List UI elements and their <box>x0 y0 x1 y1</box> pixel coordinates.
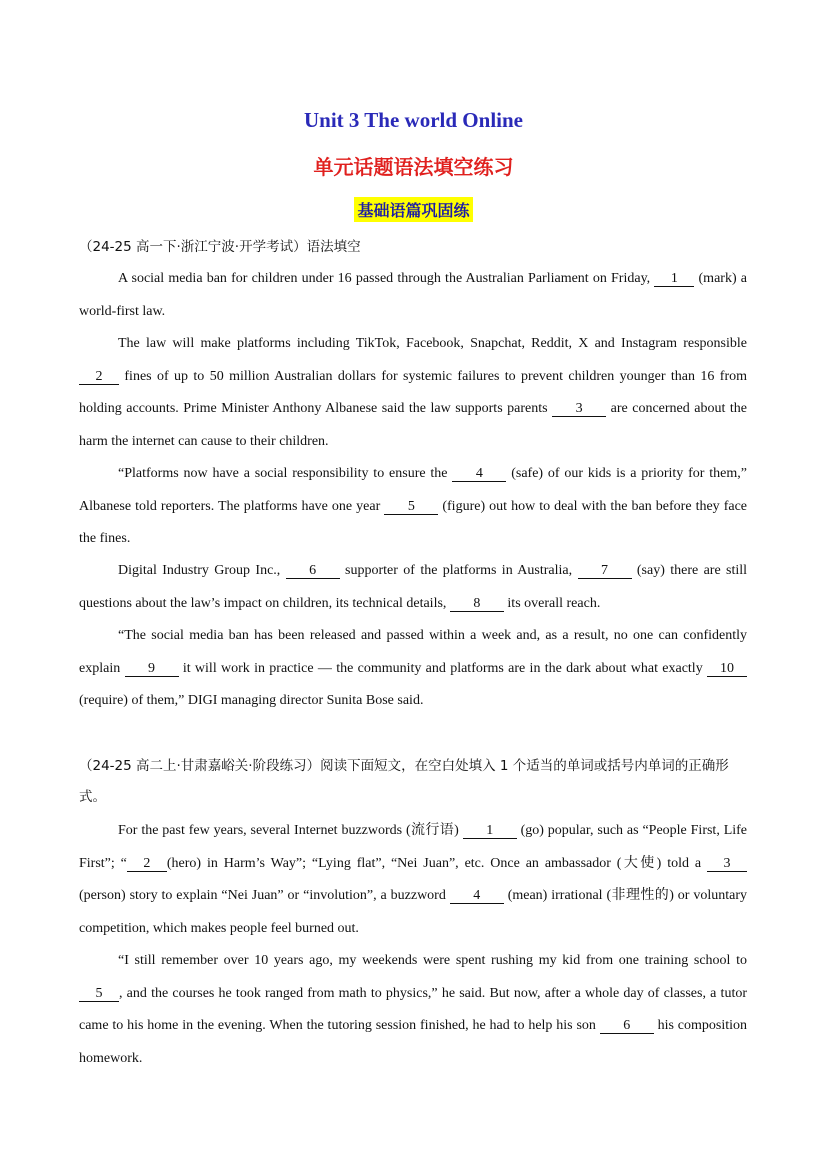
blank-7[interactable]: 7 <box>578 563 632 579</box>
section-heading: 基础语篇巩固练 <box>354 197 472 222</box>
text: (say) there are still questions about the law’s impact on children, its technical details, <box>79 563 748 611</box>
blank-4[interactable]: 4 <box>450 888 504 904</box>
section-heading-wrap <box>0 197 827 222</box>
text: (person) story to explain “Nei Juan” or “involution”, a buzzword <box>79 888 446 903</box>
blank-9[interactable]: 9 <box>125 661 179 677</box>
text: fines of up to 50 million Australian dollars for systemic failures to prevent children younger than 16 from holding accounts. Prime Minister Anthony Albanese said the law supports parents <box>79 368 748 416</box>
blank-5[interactable]: 5 <box>384 499 438 515</box>
blank-3[interactable]: 3 <box>707 856 747 872</box>
text: The law will make platforms including TikTok, Facebook, Snapchat, Reddit, X and Instagram responsible <box>118 336 747 351</box>
text: (go) popular, such as “People First, Life First”; “ <box>79 823 748 871</box>
blank-8[interactable]: 8 <box>450 596 504 612</box>
passage2-paragraph-1 <box>79 815 747 945</box>
passage1-paragraph-2 <box>79 328 747 458</box>
blank-1[interactable]: 1 <box>654 271 694 287</box>
text: are concerned about the harm the internet can cause to their children. <box>79 401 747 449</box>
text: , and the courses he took ranged from math to physics,” he said. But now, after a whole day of classes, a tutor came to his home in the evening. When the tutoring session finished, he had to help his son <box>79 985 747 1033</box>
blank-3[interactable]: 3 <box>552 401 606 417</box>
unit-title: Unit 3 The world Online <box>304 108 523 132</box>
passage1-paragraph-1 <box>79 263 747 328</box>
text: (mark) a world-first law. <box>79 271 747 319</box>
passage2-paragraph-2 <box>79 945 747 1075</box>
passage1-paragraph-5 <box>79 620 747 718</box>
text: (mean) irrational (非理性的) or voluntary competition, which makes people feel burned out. <box>79 888 748 936</box>
text: “The social media ban has been released and passed within a week and, as a result, no one can confidently explain <box>79 628 747 676</box>
blank-6[interactable]: 6 <box>600 1018 654 1034</box>
text: “Platforms now have a social responsibility to ensure the <box>118 466 448 481</box>
passage1-paragraph-4 <box>79 555 747 620</box>
blank-2[interactable]: 2 <box>79 369 119 385</box>
text: it will work in practice — the community and platforms are in the dark about what exactly <box>182 660 703 676</box>
text: (hero) in Harm’s Way”; “Lying flat”, “Nei Juan”, etc. Once an ambassador (大使) told a <box>166 855 702 871</box>
text: supporter of the platforms in Australia, <box>345 563 573 578</box>
text: its overall reach. <box>507 595 601 611</box>
blank-4[interactable]: 4 <box>452 466 506 482</box>
text: his composition homework. <box>79 1018 748 1066</box>
worksheet-title: 单元话题语法填空练习 <box>313 155 514 179</box>
text: A social media ban for children under 16 passed through the Australian Parliament on Friday, <box>118 271 651 286</box>
text: For the past few years, several Internet buzzwords (流行语) <box>118 823 459 838</box>
passage2-source: （24-25 高二上·甘肃嘉峪关·阶段练习）阅读下面短文，在空白处填入 1 个适当的单词或括号内单词的正确形式。 <box>79 758 729 805</box>
text: (require) of them,” DIGI managing director Sunita Bose said. <box>79 693 424 708</box>
blank-2[interactable]: 2 <box>127 856 167 872</box>
blank-10[interactable]: 10 <box>707 661 747 677</box>
text: (safe) of our kids is a priority for them,” Albanese told reporters. The platforms have one year <box>79 466 747 514</box>
text: “I still remember over 10 years ago, my weekends were spent rushing my kid from one training school to <box>118 953 747 968</box>
blank-5[interactable]: 5 <box>79 986 119 1002</box>
passage1-paragraph-3 <box>79 458 747 556</box>
text: (figure) out how to deal with the ban before they face the fines. <box>79 498 748 546</box>
text: Digital Industry Group Inc., <box>118 563 281 578</box>
blank-6[interactable]: 6 <box>286 563 340 579</box>
passage1-source: （24-25 高一下·浙江宁波·开学考试）语法填空 <box>79 239 361 255</box>
blank-1[interactable]: 1 <box>463 823 517 839</box>
